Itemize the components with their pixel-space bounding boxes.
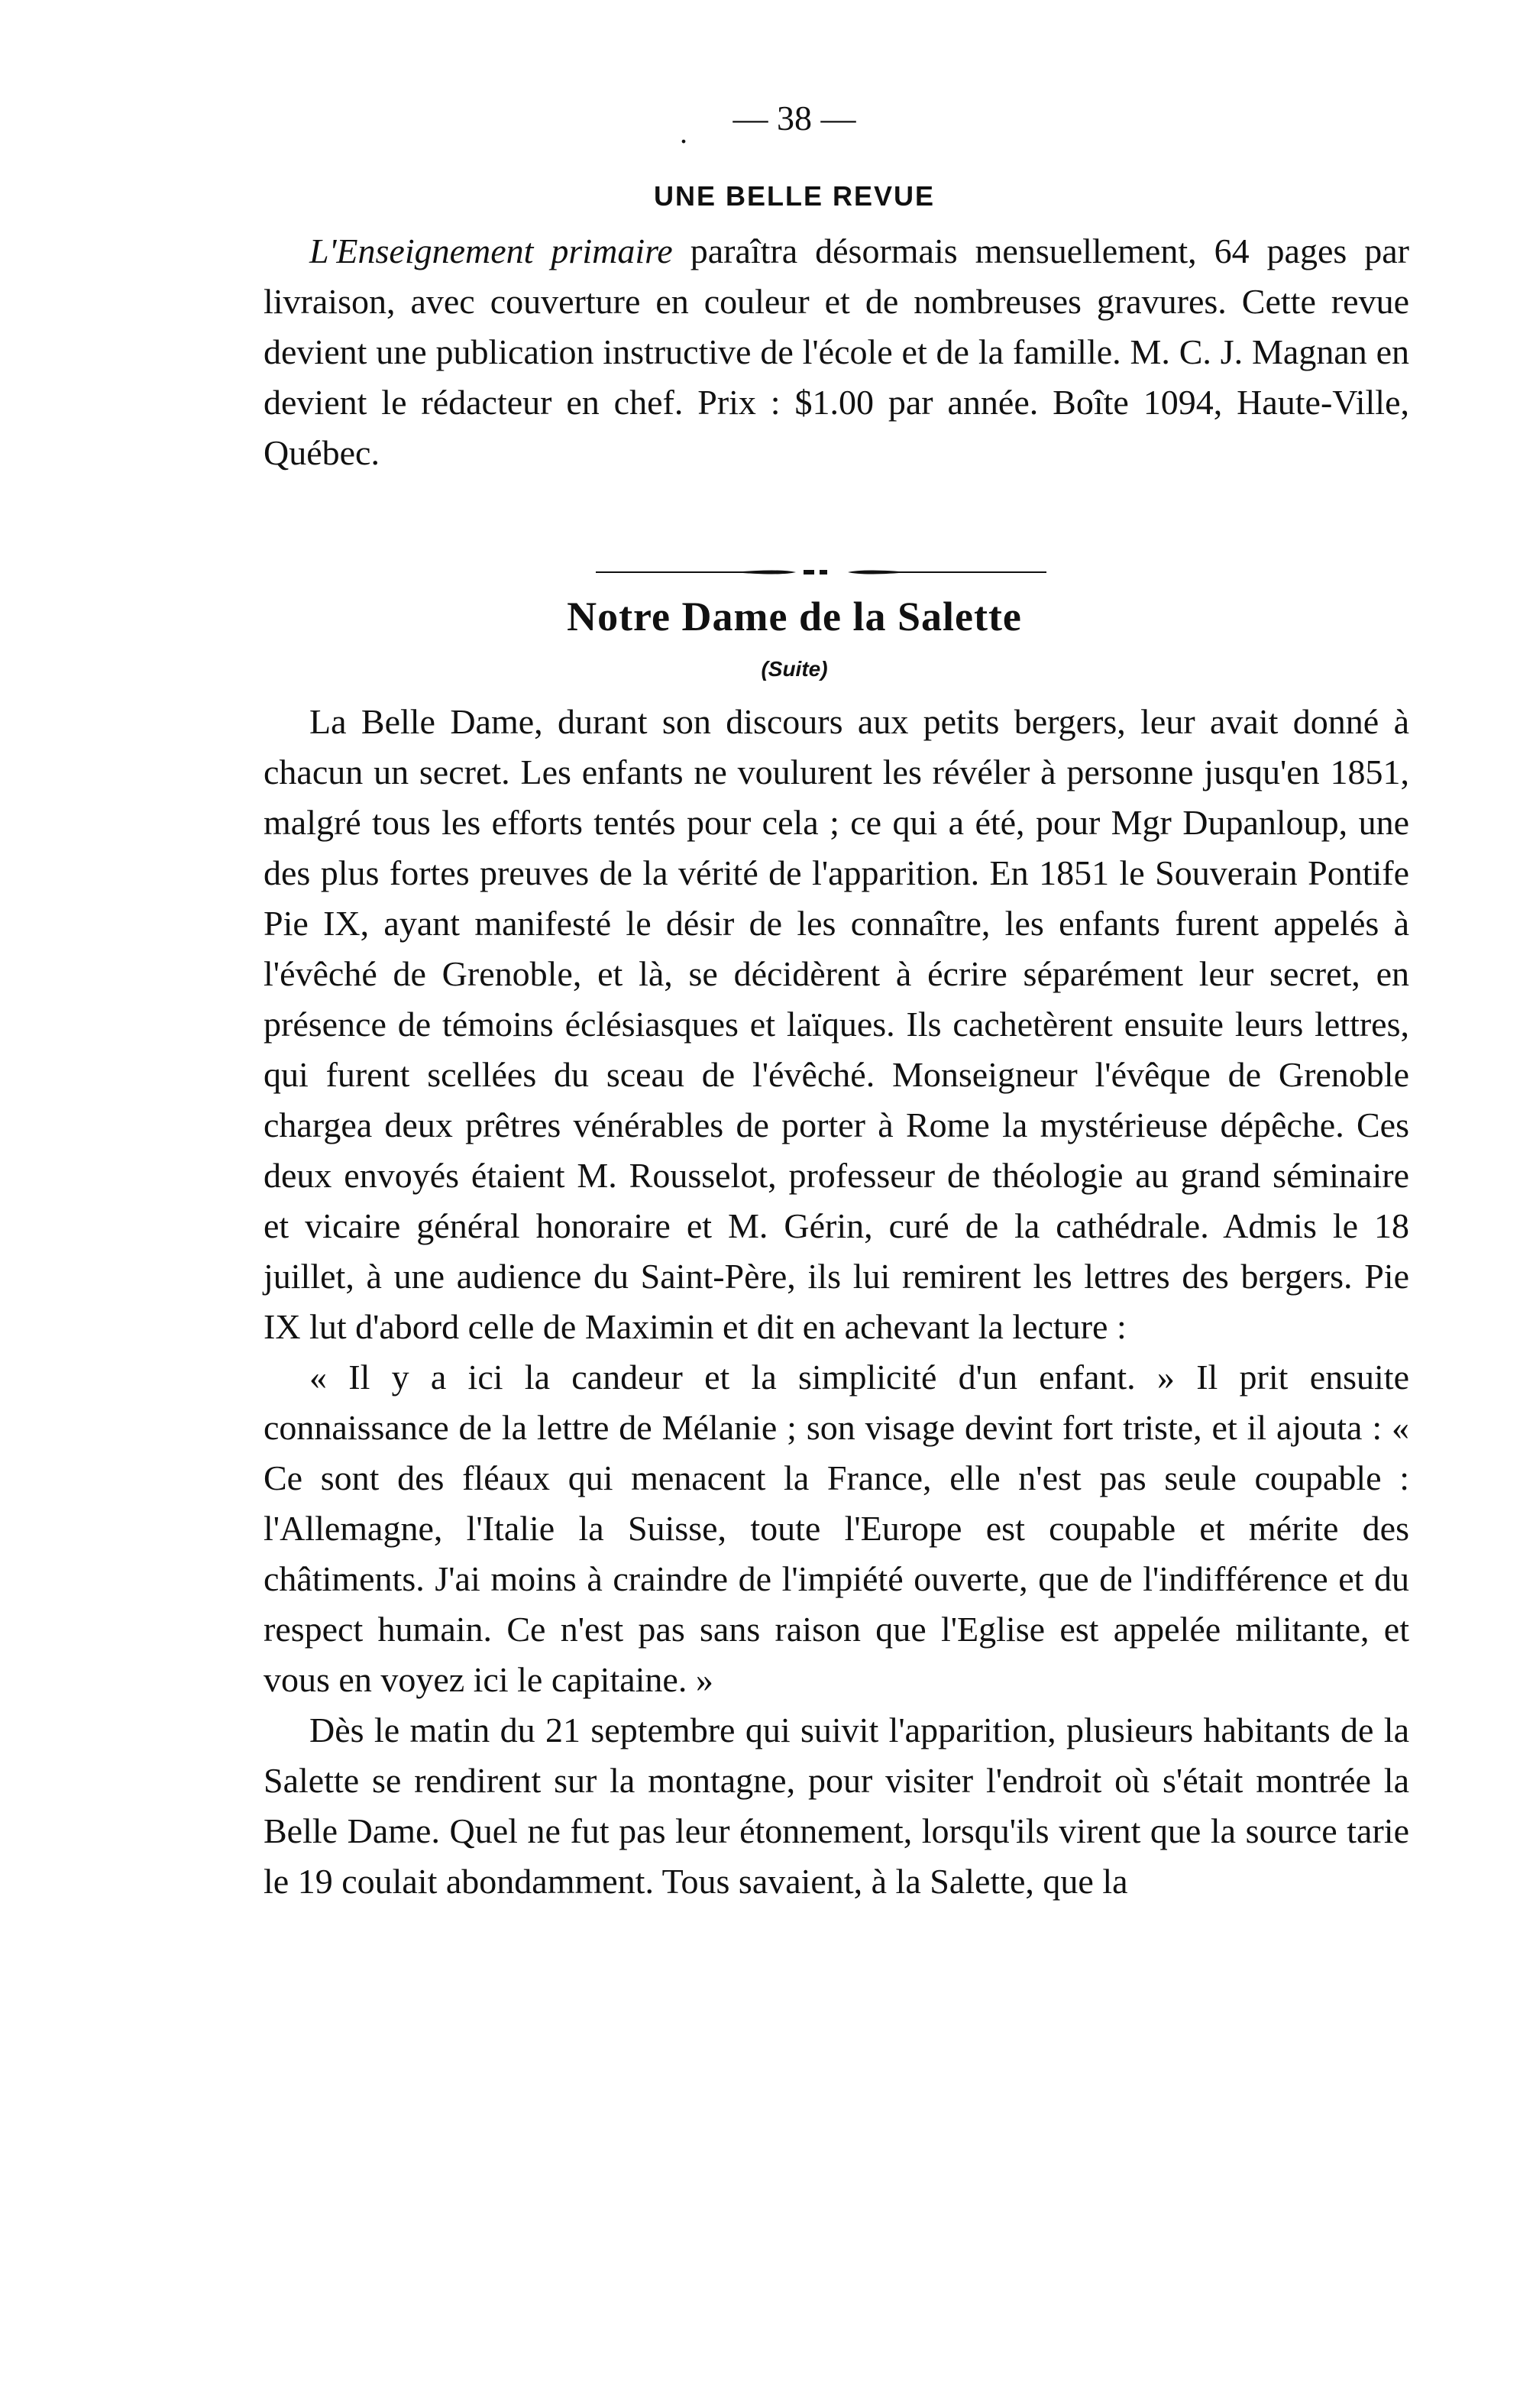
article-subtitle: (Suite): [761, 657, 828, 681]
notice-body: paraîtra désormais mensuellement, 64 pages par livraison, avec couverture en couleur et de nombreuses gravures. Cette revue devient une publication instructive de l'école et de la famille. M. C. J. Magnan en devient le rédacteur en chef. Prix : $1.00 par année. Boîte 1094, Haute-Ville, Québec.: [264, 231, 1410, 472]
notice-heading: UNE BELLE REVUE: [653, 180, 936, 212]
article-paragraph: « Il y a ici la candeur et la simplicité d'un enfant. » Il prit ensuite connaissance de la lettre de Mélanie ; son visage devint fort triste, et il ajouta : « Ce sont des fléaux qui menacent la France, elle n'est pas seule coupable : l'Allemagne, l'Italie la Suisse, toute l'Europe est coupable et mérite des châtiments. J'ai moins à craindre de l'impiété ouverte, que de l'indifférence et du respect humain. Ce n'est pas sans raison que l'Eglise est appelée militante, et vous en voyez ici le capitaine. »: [264, 1358, 1409, 1699]
article-body: [264, 697, 1409, 1907]
page-number: — 38 —: [733, 99, 856, 138]
notice-paragraph: [264, 226, 1409, 478]
stray-mark: .: [680, 115, 687, 150]
journal-name: L'Enseignement primaire: [309, 231, 673, 270]
article-paragraph: Dès le matin du 21 septembre qui suivit l'apparition, plusieurs habitants de la Salette se rendirent sur la montagne, pour visiter l'endroit où s'était montrée la Belle Dame. Quel ne fut pas leur étonnement, lorsqu'ils virent que la source tarie le 19 coulait abondamment. Tous savaient, à la Salette, que la: [264, 1711, 1409, 1901]
decorative-separator: [596, 567, 1046, 578]
article-title: Notre Dame de la Salette: [567, 594, 1022, 639]
article-paragraph: La Belle Dame, durant son discours aux petits bergers, leur avait donné à chacun un secret. Les enfants ne voulurent les révéler à personne jusqu'en 1851, malgré tous les efforts tentés pour cela ; ce qui a été, pour Mgr Dupanloup, une des plus fortes preuves de la vérité de l'apparition. En 1851 le Souverain Pontife Pie IX, ayant manifesté le désir de les connaître, les enfants furent appelés à l'évêché de Grenoble, et là, se décidèrent à écrire séparément leur secret, en présence de témoins éclésiasques et laïques. Ils cachetèrent ensuite leurs lettres, qui furent scellées du sceau de l'évêché. Monseigneur l'évêque de Grenoble chargea deux prêtres vénérables de porter à Rome la mystérieuse dépêche. Ces deux envoyés étaient M. Rousselot, professeur de théologie au grand séminaire et vicaire général honoraire et M. Gérin, curé de la cathédrale. Admis le 18 juillet, à une audience du Saint-Père, ils lui remirent les lettres des bergers. Pie IX lut d'abord celle de Maximin et dit en achevant la lecture :: [264, 702, 1409, 1346]
